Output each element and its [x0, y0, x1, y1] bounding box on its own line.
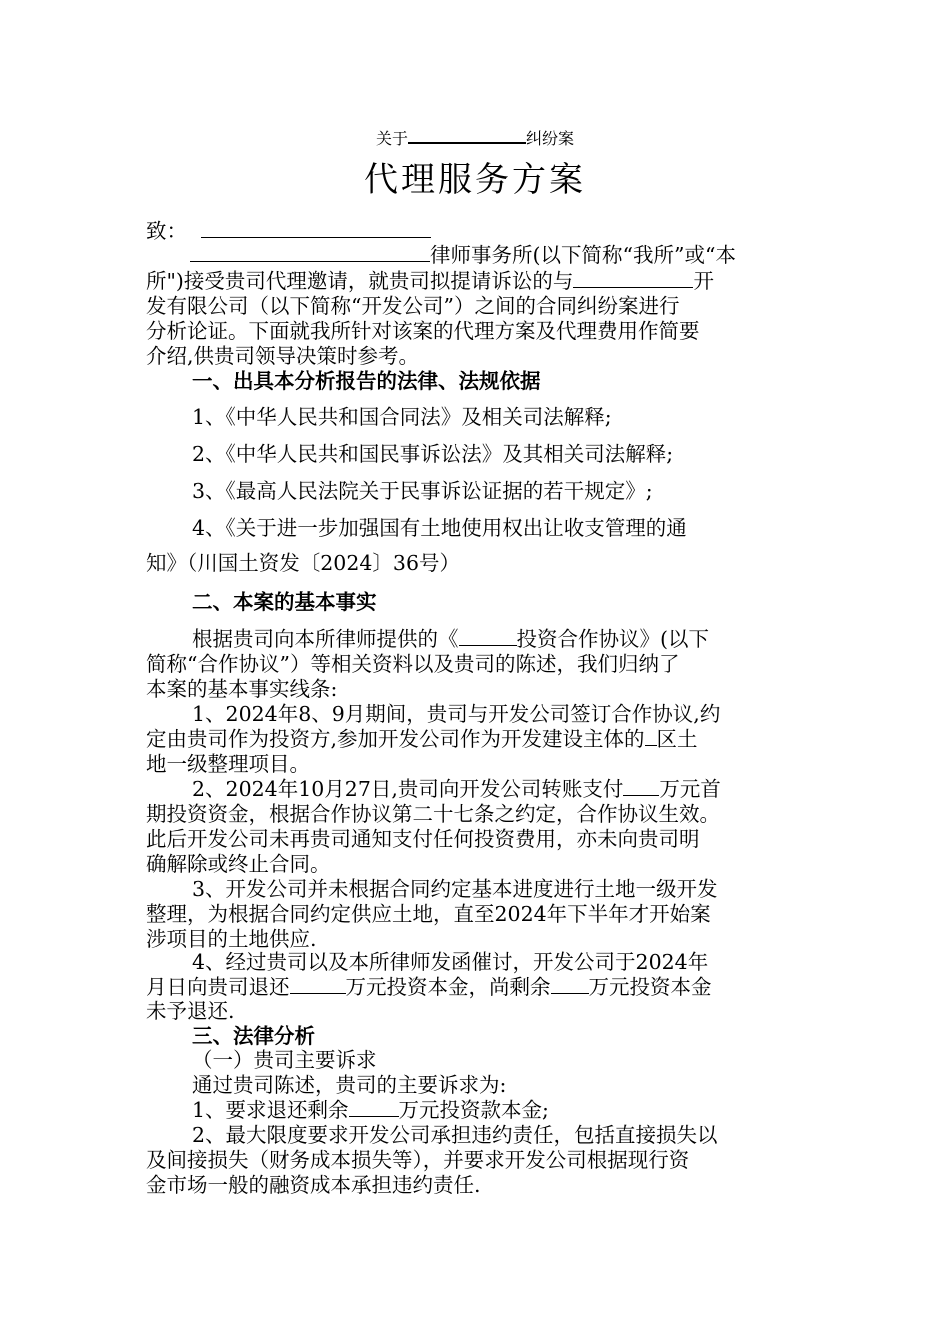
claim-2-line-3: 金市场一般的融资成本承担违约责任. — [146, 1173, 481, 1197]
fact-4-text-2c: 万元投资本金 — [588, 975, 712, 999]
claims-intro: 通过贵司陈述，贵司的主要诉求为: — [192, 1073, 507, 1097]
claim-1-text-a: 1、要求退还剩余 — [192, 1098, 349, 1122]
basis-item-2: 2、《中华人民共和国民事诉讼法》及其相关司法解释; — [192, 442, 674, 466]
recipient-line — [146, 218, 816, 244]
claim-1 — [192, 1097, 816, 1123]
intro-line-2 — [146, 268, 816, 294]
facts-intro-line-3: 本案的基本事实线条: — [146, 677, 338, 701]
claim-1-text-b: 万元投资款本金; — [398, 1098, 549, 1122]
fact-2-text-1: 2、2024年10月27日,贵司向开发公司转账支付 — [192, 777, 624, 801]
facts-intro-text-1b: 投资合作协议》(以下 — [516, 627, 709, 651]
fact-2-line-4: 确解除或终止合同。 — [146, 852, 331, 876]
intro-text-2b: 开 — [693, 269, 714, 293]
facts-intro-line-2: 简称“合作协议”）等相关资料以及贵司的陈述，我们归纳了 — [146, 652, 680, 676]
basis-item-4-cont: 知》（川国土资发〔2024〕36号） — [146, 551, 461, 575]
fact-4-line-1: 4、经过贵司以及本所律师发函催讨，开发公司于2024年 — [192, 950, 709, 974]
fact-2-text-1b: 万元首 — [659, 777, 721, 801]
first-payment-blank — [623, 777, 659, 796]
facts-intro-line-1 — [192, 626, 816, 652]
fact-1-line-1: 1、2024年8、9月期间，贵司与开发公司签订合作协议,约 — [192, 702, 721, 726]
title-suffix: 纠纷案 — [526, 129, 575, 148]
fact-4-text-2a: 月日向贵司退还 — [146, 975, 290, 999]
fact-4-line-3: 未予退还. — [146, 999, 235, 1023]
basis-item-4: 4、《关于进一步加强国有土地使用权出让收支管理的通 — [192, 516, 687, 540]
claim-amount-blank — [349, 1098, 399, 1117]
fact-3-line-2: 整理，为根据合同约定供应土地，直至2024年下半年才开始案 — [146, 902, 711, 926]
fact-2-line-2: 期投资资金，根据合作协议第二十七条之约定，合作协议生效。 — [146, 802, 720, 826]
fact-1-line-3: 地一级整理项目。 — [146, 752, 310, 776]
fact-4-line-2 — [146, 974, 816, 1000]
intro-line-1 — [146, 242, 816, 268]
intro-line-3: 发有限公司（以下简称“开发公司”）之间的合同纠纷案进行 — [146, 294, 680, 318]
fact-2-line-3: 此后开发公司未再贵司通知支付任何投资费用，亦未向贵司明 — [146, 827, 700, 851]
claim-2-line-2: 及间接损失（财务成本损失等），并要求开发公司根据现行资 — [146, 1148, 690, 1172]
fact-1-text-2b: 区土 — [656, 727, 698, 751]
intro-line-5: 介绍,供贵司领导决策时参考。 — [146, 344, 420, 368]
section-2-heading: 二、本案的基本事实 — [192, 590, 377, 614]
case-name-blank — [408, 128, 526, 144]
fact-3-line-1: 3、开发公司并未根据合同约定基本进度进行土地一级开发 — [192, 877, 718, 901]
recipient-blank — [201, 219, 431, 238]
fact-3-line-3: 涉项目的土地供应. — [146, 927, 317, 951]
law-firm-blank — [190, 243, 430, 262]
section-3-subheading: （一）贵司主要诉求 — [192, 1048, 377, 1072]
refund-amount-blank — [290, 975, 346, 994]
intro-text-2: 所")接受贵司代理邀请，就贵司拟提请诉讼的与 — [146, 269, 574, 293]
basis-item-1: 1、《中华人民共和国合同法》及相关司法解释; — [192, 405, 612, 429]
developer-name-blank — [573, 269, 693, 288]
title-prefix: 关于 — [375, 129, 408, 148]
to-label: 致： — [146, 219, 187, 243]
fact-1-line-2 — [146, 726, 816, 752]
fact-1-text-2: 定由贵司作为投资方,参加开发公司作为开发建设主体的 — [146, 727, 645, 751]
fact-4-text-2b: 万元投资本金，尚剩余 — [345, 975, 551, 999]
intro-line-4: 分析论证。下面就我所针对该案的代理方案及代理费用作简要 — [146, 319, 700, 343]
claim-2-line-1: 2、最大限度要求开发公司承担违约责任，包括直接损失以 — [192, 1123, 718, 1147]
facts-intro-text-1: 根据贵司向本所律师提供的《 — [192, 627, 459, 651]
agreement-name-blank — [459, 627, 517, 646]
page-title: 代理服务方案 — [364, 160, 586, 200]
remaining-amount-blank — [551, 975, 589, 994]
intro-text-1: 律师事务所(以下简称“我所”或“本 — [430, 243, 736, 267]
basis-item-3: 3、《最高人民法院关于民事诉讼证据的若干规定》; — [192, 479, 653, 503]
section-3-heading: 三、法律分析 — [192, 1024, 315, 1048]
section-1-heading: 一、出具本分析报告的法律、法规依据 — [192, 369, 541, 393]
district-blank — [645, 727, 657, 746]
fact-2-line-1 — [192, 776, 816, 802]
title-prefix-line — [0, 126, 950, 149]
